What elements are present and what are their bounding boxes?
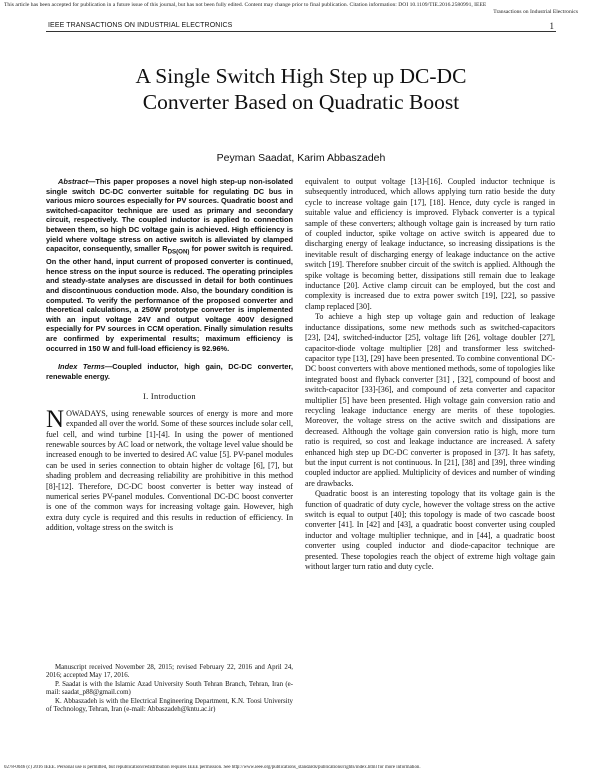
intro-lead-word: OWADAYS, bbox=[66, 408, 108, 418]
intro-paragraph-1-continued: equivalent to output voltage [13]-[16]. Coupled inductor technique is subsequently introduced, which allows applying turn ratio beside the duty cycle to increase voltage gain [17], [18]. Hence, duty cycle is ranged in suitable value and efficiency is improved. Flyback converter is a typical sample of these converters; although voltage gain is increased by turn ratio of coupled inductor, spike voltage on active switch is appeared due to discharging energy of leakage inductance, so increasing dissipations is the inevitable result of discharging energy of leakage inductance on the active switch [19]. Therefore snubber circuit of the switch is applied. Although the spike voltage is becoming better, dissipations still remain due to leakage inductance [20]. Active clamp circuit can be employed, but the cost and complexity is increased due to extra power switch [19], [22], so passive clamp replaced [30]. bbox=[305, 177, 555, 311]
intro-paragraph-1-text: using renewable sources of energy is more and more expanded all over the world. Some of these sources include solar cell, fuel cell, and wind turbine [1]-[4]. In using the power of mentioned renewable sources by AC load or network, the voltage level value should be increased enough to be inverted to desired AC value [5]. PV-panel modules can be used in series connection to obtain higher dc voltage [6], [7], but shading problem and decreasing reliability are prohibitive in this method [8]-[12]. Therefore, DC-DC boost converter is better way instead of numerical series PV-panel modules. Conventional DC-DC boost converter is one of the common ways for increasing voltage gain. However, high extra duty cycle is required and this results in reduction of efficiency. In addition, voltage stress on the switch is bbox=[46, 408, 293, 533]
paper-title bbox=[46, 63, 556, 115]
index-terms-text: —Coupled inductor, high gain, DC-DC converter, renewable energy. bbox=[46, 362, 294, 381]
abstract-text-part2: for power switch is required. On the other hand, input current of proposed converter is continued, hence stress on the input source is reduced. The operating principles and steady-state analyses are discussed in detail for both continues and discontinuous conduction mode. Also, the boundary condition is computed. To verify the performance of the proposed converter and theoretical calculations, a 250W prototype converter is implemented with an input voltage 24V and output voltage 400V designed especially for PV sources in CCM operation. Finally simulation results are confirmed by experimental results; maximum efficiency is occurred in 150 W and full-load efficiency is 92.96%. bbox=[46, 244, 293, 353]
footnote-manuscript: Manuscript received November 28, 2015; revised February 22, 2016 and April 24, 2016; accepted May 17, 2016. bbox=[46, 664, 293, 680]
paper-authors: Peyman Saadat, Karim Abbaszadeh bbox=[216, 152, 386, 164]
abstract-text-part1: —This paper proposes a novel high step-up non-isolated single switch DC-DC converter suitable for regulating DC bus in various micro sources especially for PV sources. Quadratic boost and switched-capacitor technique are used as primary and secondary circuit, respectively. The coupled inductor is applied to connection between them, so high DC voltage gain is achieved. High efficiency is yield where voltage stress on active switch is alleviated by clamped capacitor, consequently, smaller R bbox=[46, 177, 293, 254]
journal-name: IEEE TRANSACTIONS ON INDUSTRIAL ELECTRONICS bbox=[48, 22, 233, 29]
intro-paragraph-3: Quadratic boost is an interesting topology that its voltage gain is the function of quadratic of duty cycle, however the voltage stress on the active switch is equal to output [40]; this topology is made of two cascade boost converter [41]. In [42] and [43], a quadratic boost converter using coupled inductor and voltage multiplier technique, and in [44], a quadratic boost converter using coupled inductor and diode-capacitor technique are presented. These topologies reach the object of extreme high voltage gain without larger turn ratio and duty cycle. bbox=[305, 489, 555, 572]
abstract bbox=[46, 177, 293, 353]
abstract-subscript: DS(ON) bbox=[167, 248, 190, 256]
footnote-author-1: P. Saadat is with the Islamic Azad University South Tehran Branch, Tehran, Iran (e-mail: saadat_p88@gmail.com) bbox=[46, 680, 293, 697]
intro-paragraph-2: To achieve a high step up voltage gain and reduction of leakage inductance dissipations, some new methods such as switched-capacitors [23], [24], switched-inductor [25], voltage lift [26], voltage doubler [27], capacitor-diode voltage multiplier [28] and transformer less switched-capacitor type [13], [29] have been presented. To combine conventional DC-DC boost converters with above mentioned methods, some of topologies like integrated boost and flyback converter [31] , [32], compound of boost and switch-capacitor [33]-[36], and compound of zeta converter and capacitor multiplier [5] have been presented. High voltage gain conversion ratio and recycling leakage inductance energy are merits of these topologies. Moreover, the voltage stress on the active switch and dissipations are decreased. Although the voltage gain conversion ratio is high, more turn ratio is required, so cost and leakage inductance are increased. A safety enhanced high step up DC-DC converter is proposed in [37]. It has safety, but the input current is not continuous. In [21], [38] and [39], three winding coupled inductor are applied. Multiplicity of devices and number of winding are drawbacks. bbox=[305, 312, 555, 488]
abstract-label: Abstract bbox=[58, 177, 88, 186]
right-column bbox=[305, 177, 555, 572]
copyright-footer: 0278-0046 (c) 2016 IEEE. Personal use is permitted, but republication/redistribution requires IEEE permission. See http://www.ieee.org/publications_standards/publications/rights/index.html for more information. bbox=[4, 765, 421, 770]
banner-line-2: Transactions on Industrial Electronics bbox=[493, 9, 578, 15]
index-terms bbox=[46, 362, 293, 381]
left-column bbox=[46, 177, 293, 534]
section-heading-introduction: I. Introduction bbox=[143, 392, 196, 402]
publication-banner bbox=[4, 2, 596, 16]
title-line-1: A Single Switch High Step up DC-DC bbox=[135, 64, 467, 88]
index-terms-label: Index Terms bbox=[58, 362, 105, 372]
drop-cap: N bbox=[46, 405, 65, 433]
page-number: 1 bbox=[549, 21, 554, 31]
footnotes bbox=[46, 664, 293, 714]
intro-paragraph-1 bbox=[46, 405, 293, 534]
banner-line-1: This article has been accepted for publication in a future issue of this journal, but has not been fully edited. Content may change prior to final publication. Citation information: DOI 10.1109/TIE.2016.2580991, IEEE bbox=[4, 2, 487, 8]
footnote-author-2: K. Abbaszadeh is with the Electrical Engineering Department, K.N. Toosi University of Technology, Tehran, Iran (e-mail: Abbaszadeh@kntu.ac.ir) bbox=[46, 697, 293, 714]
title-line-2: Converter Based on Quadratic Boost bbox=[142, 90, 460, 114]
header-rule bbox=[46, 31, 556, 32]
